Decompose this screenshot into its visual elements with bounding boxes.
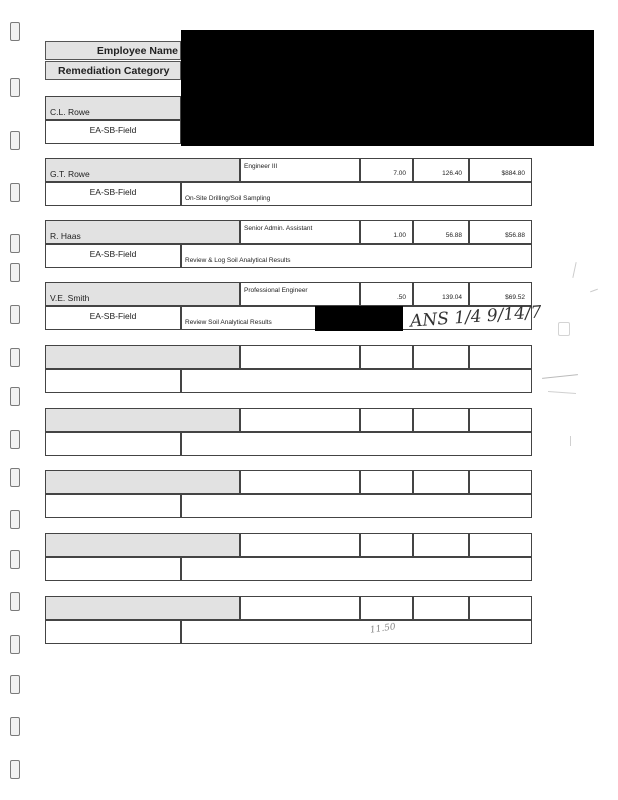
empty-rate-cell (413, 408, 469, 432)
employee-name: G.T. Rowe (50, 169, 90, 179)
rate: 139.04 (442, 294, 462, 301)
employee-name-label: Employee Name (96, 45, 178, 57)
binder-hole (10, 131, 20, 150)
employee-name: V.E. Smith (50, 293, 90, 303)
empty-amount-cell (469, 408, 532, 432)
description-cell (181, 182, 532, 206)
empty-hours-cell (360, 533, 413, 557)
empty-name-cell (45, 408, 240, 432)
empty-hours-cell (360, 408, 413, 432)
empty-description-cell (181, 557, 532, 581)
handwritten-bottom-note: 11.50 (369, 622, 397, 636)
hours: 1.00 (393, 232, 406, 239)
empty-hours-cell (360, 470, 413, 494)
empty-hours-cell (360, 345, 413, 369)
job-title: Professional Engineer (244, 287, 308, 294)
empty-title-cell (240, 596, 360, 620)
description: Review Soil Analytical Results (185, 319, 272, 326)
empty-name-cell (45, 596, 240, 620)
job-title-cell (240, 282, 360, 306)
category: EA-SB-Field (89, 187, 137, 197)
empty-amount-cell (469, 470, 532, 494)
redaction-block (315, 306, 403, 331)
empty-title-cell (240, 533, 360, 557)
binder-hole (10, 263, 20, 282)
binder-holes (10, 0, 24, 800)
category-cell (45, 244, 181, 268)
hours-cell (360, 158, 413, 182)
category: EA-SB-Field (89, 311, 137, 321)
empty-description-cell (181, 432, 532, 456)
amount-cell (469, 220, 532, 244)
empty-category-cell (45, 557, 181, 581)
category-cell (45, 182, 181, 206)
employee-name: C.L. Rowe (50, 107, 90, 117)
job-title-cell (240, 158, 360, 182)
remediation-category-header (45, 61, 181, 80)
amount: $69.52 (505, 294, 525, 301)
rate-cell (413, 158, 469, 182)
empty-category-cell (45, 432, 181, 456)
employee-name-header (45, 41, 181, 60)
hours-cell (360, 220, 413, 244)
binder-hole (10, 348, 20, 367)
hours-cell (360, 282, 413, 306)
margin-stroke (548, 391, 576, 394)
binder-hole (10, 510, 20, 529)
binder-hole (10, 550, 20, 569)
rate: 56.88 (445, 232, 462, 239)
category: EA-SB-Field (89, 125, 137, 135)
empty-title-cell (240, 345, 360, 369)
job-title: Engineer III (244, 163, 278, 170)
rate-cell (413, 220, 469, 244)
binder-hole (10, 430, 20, 449)
job-title: Senior Admin. Assistant (244, 225, 313, 232)
empty-description-cell (181, 620, 532, 644)
empty-name-cell (45, 470, 240, 494)
empty-rate-cell (413, 596, 469, 620)
margin-stroke (572, 262, 576, 278)
description-cell (181, 244, 532, 268)
empty-title-cell (240, 408, 360, 432)
margin-stroke (570, 436, 571, 446)
amount: $884.80 (501, 170, 525, 177)
margin-stroke (590, 289, 598, 293)
empty-description-cell (181, 369, 532, 393)
binder-hole (10, 468, 20, 487)
empty-amount-cell (469, 533, 532, 557)
empty-name-cell (45, 345, 240, 369)
redaction-block (181, 30, 594, 146)
job-title-cell (240, 220, 360, 244)
binder-hole (10, 234, 20, 253)
description: Review & Log Soil Analytical Results (185, 257, 291, 264)
binder-hole (10, 305, 20, 324)
binder-hole (10, 183, 20, 202)
binder-hole (10, 675, 20, 694)
binder-hole (10, 387, 20, 406)
hours: .50 (396, 294, 406, 301)
rate-cell (413, 282, 469, 306)
empty-category-cell (45, 369, 181, 393)
margin-stroke (558, 322, 570, 336)
empty-name-cell (45, 533, 240, 557)
margin-stroke (542, 374, 578, 379)
rate: 126.40 (442, 170, 462, 177)
amount-cell (469, 158, 532, 182)
amount: $56.88 (505, 232, 525, 239)
binder-hole (10, 760, 20, 779)
employee-name-cell (45, 282, 240, 306)
empty-hours-cell (360, 596, 413, 620)
description: On-Site Drilling/Soil Sampling (185, 195, 271, 202)
category: EA-SB-Field (89, 249, 137, 259)
empty-amount-cell (469, 345, 532, 369)
employee-name-cell (45, 220, 240, 244)
amount-cell (469, 282, 532, 306)
remediation-category-label: Remediation Category (58, 65, 170, 77)
empty-rate-cell (413, 533, 469, 557)
handwritten-approval-note: ANS 1/4 9/14/7 (409, 302, 543, 332)
employee-name: R. Haas (50, 231, 81, 241)
category-cell (45, 120, 181, 144)
binder-hole (10, 78, 20, 97)
empty-rate-cell (413, 345, 469, 369)
binder-hole (10, 592, 20, 611)
employee-name-cell (45, 96, 181, 120)
empty-rate-cell (413, 470, 469, 494)
binder-hole (10, 635, 20, 654)
empty-description-cell (181, 494, 532, 518)
binder-hole (10, 22, 20, 41)
empty-category-cell (45, 494, 181, 518)
empty-amount-cell (469, 596, 532, 620)
employee-name-cell (45, 158, 240, 182)
category-cell (45, 306, 181, 330)
binder-hole (10, 717, 20, 736)
empty-title-cell (240, 470, 360, 494)
empty-category-cell (45, 620, 181, 644)
hours: 7.00 (393, 170, 406, 177)
